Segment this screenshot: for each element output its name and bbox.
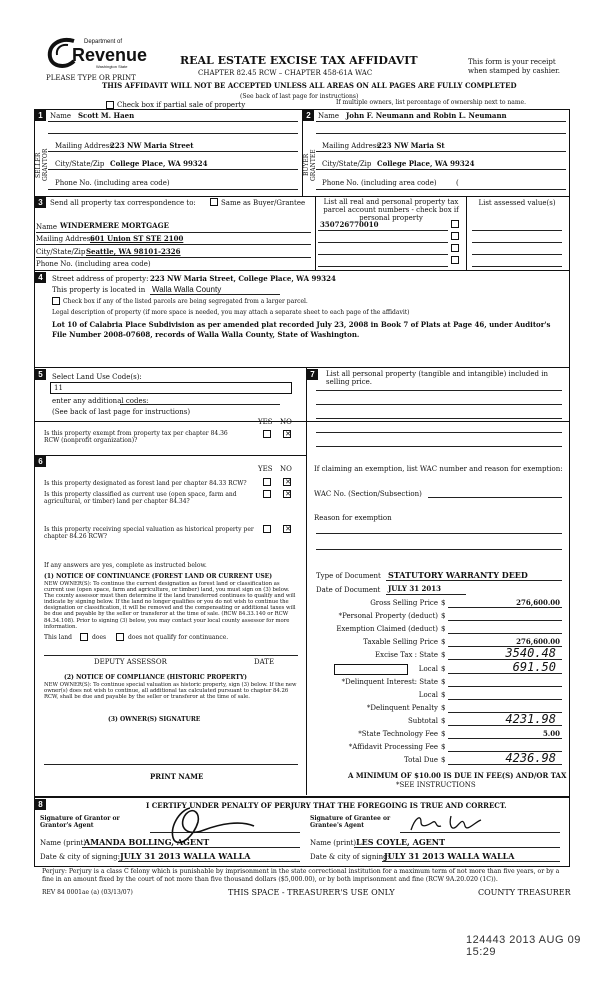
divider [354, 847, 560, 848]
grantee-name: LES COYLE, AGENT [356, 837, 446, 847]
tax-row-value: 276,600.00 [516, 598, 560, 607]
doc-date: JULY 31 2013 [388, 584, 441, 593]
divider [48, 121, 298, 122]
perjury-notice: Perjury: Perjury is a class C felony which is punishable by imprisonment in the state correctional institution for a maximum term of not more than five years, or by a fine in an amount fixed by the court of not more than five thousand dollars ($5,000.00), or by both imprisonment and fine (RCW 9A.20.020 (1C)). [42, 868, 560, 883]
section-2-number: 2 [303, 110, 314, 121]
divider [44, 655, 298, 656]
send-correspondence-label: Send all property tax correspondence to: [50, 199, 196, 207]
land-does-checkbox[interactable] [80, 633, 88, 641]
buyer-grantee-label: BUYER GRANTEE [303, 149, 317, 181]
receipt-note-1: This form is your receipt [468, 58, 556, 66]
tax-row-label: *Affidavit Processing Fee [348, 743, 438, 751]
section-4-number: 4 [35, 272, 46, 283]
buyer-name: John F. Neumann and Robin L. Neumann [346, 111, 507, 120]
land-use-label: Select Land Use Code(s): [52, 373, 142, 381]
same-as-buyer-label: Same as Buyer/Grantee [221, 199, 306, 207]
divider [316, 549, 562, 550]
land-does-not-checkbox[interactable] [116, 633, 124, 641]
section-1-number: 1 [35, 110, 46, 121]
buyer-city: College Place, WA 99324 [377, 159, 475, 168]
treasurer-use-only: THIS SPACE - TREASURER'S USE ONLY [228, 888, 395, 897]
tax-row-label: Subtotal [407, 717, 438, 725]
notice2-body: NEW OWNER(S): To continue special valuation as historic property, sign (3) below. If the new owner(s) does not wish to continue, all additional tax calculated pursuant to chapter 84.26 RCW, shall be due and payable by the seller or transferor at the time of sale. [44, 682, 297, 701]
doc-date-label: Date of Document [316, 586, 381, 594]
receipt-stamp: 124443 2013 AUG 09 15:29 [466, 934, 581, 958]
doc-type: STATUTORY WARRANTY DEED [388, 570, 528, 580]
tax-row-line [448, 738, 562, 739]
wac-label: WAC No. (Section/Subsection) [314, 490, 422, 498]
divider [34, 270, 569, 271]
divider [48, 151, 298, 152]
divider [44, 764, 298, 765]
tax-row-currency: $ [441, 691, 446, 699]
deputy-assessor-label: DEPUTY ASSESSOR [94, 658, 167, 666]
divider [315, 196, 316, 270]
current-use-question: Is this property classified as current use (open space, farm and agricultural, or timber) land per chapter 84.34? [44, 491, 237, 505]
assessor-date-label: DATE [254, 658, 275, 666]
tax-row-line [448, 686, 562, 687]
grantor-date-label: Date & city of signing: [40, 853, 121, 861]
tax-row-line [448, 607, 562, 608]
grantor-name: AMANDA BOLLING, AGENT [84, 837, 210, 847]
tax-row-currency: $ [441, 730, 446, 738]
land-use-see-back: (See back of last page for instructions) [52, 408, 191, 416]
tax-row-value: 4236.98 [505, 751, 556, 765]
divider [36, 232, 311, 233]
tax-row-label: Local [418, 691, 438, 699]
divider [36, 257, 311, 258]
tax-row-label: *Delinquent Interest: State [341, 678, 438, 686]
land-use-code: 11 [54, 384, 63, 392]
personal-property-checkbox-3[interactable] [451, 244, 459, 252]
divider [318, 254, 448, 255]
logo-state: Washington State [96, 64, 128, 69]
logo-dept: Department of [84, 39, 123, 45]
divider [318, 242, 448, 243]
this-land-label: This land [44, 634, 72, 641]
personal-property-checkbox-2[interactable] [451, 232, 459, 240]
receipt-note-2: when stamped by cashier. [468, 67, 560, 75]
seller-phone-label: Phone No. (including area code) [55, 179, 170, 187]
historic-no-checkbox[interactable] [283, 525, 291, 533]
tax-row-currency: $ [441, 638, 446, 646]
seller-city: College Place, WA 99324 [110, 159, 208, 168]
tax-row-currency: $ [441, 651, 446, 659]
tax-row-label: Gross Selling Price [370, 599, 438, 607]
grantee-signature-label: Signature of Grantee or Grantee's Agent [310, 815, 391, 829]
grantee-date-city: JULY 31 2013 WALLA WALLA [384, 851, 515, 861]
tax-row-value: 3540.48 [505, 646, 556, 660]
land-does-label: does [92, 634, 107, 641]
tax-row-line [448, 620, 562, 621]
divider [472, 254, 562, 255]
please-type: PLEASE TYPE OR PRINT [46, 74, 136, 82]
tax-row-currency: $ [441, 612, 446, 620]
divider [318, 230, 448, 231]
exempt-question: Is this property exempt from property tax per chapter 84.36 RCW (nonprofit organization)? [44, 430, 228, 444]
current-use-yes-checkbox[interactable] [263, 490, 271, 498]
minimum-note: A MINIMUM OF $10.00 IS DUE IN FEE(S) AND/OR TAX [348, 771, 567, 780]
buyer-name-label: Name [318, 112, 340, 120]
tax-row-value: 691.50 [512, 660, 556, 674]
tax-row-label: Taxable Selling Price [363, 638, 438, 646]
tax-row-currency: $ [441, 704, 446, 712]
form-title: REAL ESTATE EXCISE TAX AFFIDAVIT [180, 54, 418, 67]
divider [306, 367, 307, 795]
corr-city: Seattle, WA 98101-2326 [86, 247, 181, 256]
corr-name: WINDERMERE MORTGAGE [60, 221, 169, 230]
exempt-yes-checkbox[interactable] [263, 430, 271, 438]
divider [118, 861, 300, 862]
if-yes-note: If any answers are yes, complete as instructed below. [44, 562, 207, 569]
segregated-checkbox[interactable] [52, 297, 60, 305]
divider [316, 404, 562, 405]
divider [316, 418, 562, 419]
divider [466, 196, 467, 270]
form-revision: REV 84 0001ae (a) (03/13/07) [42, 889, 133, 896]
form-chapter: CHAPTER 82.45 RCW – CHAPTER 458-61A WAC [198, 69, 373, 77]
tax-row-value: 276,600.00 [516, 637, 560, 646]
legal-description: Lot 10 of Calabria Place Subdivision as per amended plat recorded July 23, 2008 in Book 7 of Plats at Page 46, under Auditor's File Number 2008-07608, records of Walla Walla County, State of Washington. [52, 320, 551, 339]
divider [316, 133, 566, 134]
divider [386, 594, 466, 595]
divider [150, 294, 280, 295]
personal-property-checkbox-4[interactable] [451, 256, 459, 264]
buyer-phone-label: Phone No. (including area code) [322, 179, 437, 187]
tax-row-label: *Delinquent Penalty [366, 704, 438, 712]
tax-row-currency: $ [441, 717, 446, 725]
partial-sale-checkbox[interactable] [106, 101, 114, 109]
divider [316, 169, 566, 170]
tax-row-value: 4231.98 [505, 712, 556, 726]
divider [316, 390, 562, 391]
logo [44, 33, 148, 75]
divider [36, 244, 311, 245]
notice1-title: (1) NOTICE OF CONTINUANCE (FOREST LAND OR CURRENT USE) [44, 573, 273, 580]
divider [316, 121, 566, 122]
legal-label: Legal description of property (if more space is needed, you may attach a separate sheet to each page of the affidavit) [52, 309, 410, 316]
seller-grantor-label: SELLER GRANTOR [35, 148, 49, 182]
divider [316, 533, 562, 534]
current-use-no-checkbox[interactable] [283, 490, 291, 498]
section-3-number: 3 [35, 197, 46, 208]
tax-row-label: Local [418, 665, 438, 673]
notice1-body: NEW OWNER(S): To continue the current designation as forest land or classification as current use (open space, farm and agriculture, or timber) land, you must sign on (3) below. The county assessor must then determine if the land transferred continues to qualify and will indicate by signing below. If the land no longer qualifies or you do not wish to continue the designation or classification, it will be removed and the compensating or additional taxes will be due and payable by the seller or transferor at the time of sale. (RCW 84.33.140 or RCW 84.34.108). Prior to signing (3) below, you may contact your local county assessor for more information. [44, 581, 296, 630]
divider [472, 242, 562, 243]
located-label: This property is located in [52, 286, 146, 294]
seller-mail: 223 NW Maria Street [110, 141, 194, 150]
notice2-title: (2) NOTICE OF COMPLIANCE (HISTORIC PROPERTY) [64, 674, 247, 681]
divider [82, 847, 300, 848]
sec6-yes-header: YES [258, 465, 273, 473]
buyer-phone: ( [456, 179, 459, 187]
historic-yes-checkbox[interactable] [263, 525, 271, 533]
sec5-no-header: NO [280, 418, 292, 426]
see-instructions: *SEE INSTRUCTIONS [396, 781, 476, 789]
partial-sale-label: Check box if partial sale of property [117, 101, 246, 109]
personal-property-label: List all personal property (tangible and intangible) included in selling price. [326, 370, 549, 386]
section-7-number: 7 [307, 369, 318, 380]
parcel-number-1: 350726770010 [320, 220, 379, 229]
warning-text: THIS AFFIDAVIT WILL NOT BE ACCEPTED UNLESS ALL AREAS ON ALL PAGES ARE FULLY COMPLETED [102, 81, 517, 90]
grantee-signature [405, 810, 495, 836]
multiple-owners-note: If multiple owners, list percentage of ownership next to name. [336, 99, 527, 106]
logo-name: Revenue [72, 45, 148, 65]
divider [48, 169, 298, 170]
seller-name: Scott M. Haen [78, 111, 135, 120]
corr-name-label: Name [36, 223, 58, 231]
buyer-mail: 223 NW Maria St [377, 141, 445, 150]
tax-row-currency: $ [441, 678, 446, 686]
grantee-name-label: Name (print) [310, 839, 357, 847]
tax-row-currency: $ [441, 743, 446, 751]
certify-statement: I CERTIFY UNDER PENALTY OF PERJURY THAT THE FOREGOING IS TRUE AND CORRECT. [146, 801, 507, 810]
tax-row-line [448, 699, 562, 700]
tax-row-label: Exemption Claimed (deduct) [336, 625, 438, 633]
tax-row-currency: $ [441, 665, 446, 673]
tax-row-line [448, 633, 562, 634]
forest-yes-checkbox[interactable] [263, 478, 271, 486]
local-code-box[interactable] [334, 664, 408, 675]
divider [428, 497, 562, 498]
divider [472, 266, 562, 267]
divider [316, 189, 566, 190]
reason-label: Reason for exemption [314, 514, 392, 522]
forest-no-checkbox[interactable] [283, 478, 291, 486]
historic-question: Is this property receiving special valuation as historical property per chapter 84.26 RCW? [44, 526, 254, 540]
land-does-not-label: does not qualify for continuance. [128, 634, 229, 641]
divider [472, 230, 562, 231]
tax-row-currency: $ [441, 756, 446, 764]
sec6-no-header: NO [280, 465, 292, 473]
section-8-number: 8 [35, 799, 46, 810]
buyer-mail-label: Mailing Address [322, 142, 380, 150]
divider [386, 580, 562, 581]
divider [318, 266, 448, 267]
segregated-label: Check box if any of the listed parcels are being segregated from a larger parcel. [63, 298, 308, 305]
tax-row-currency: $ [441, 599, 446, 607]
print-name-label: PRINT NAME [150, 772, 204, 781]
divider [316, 432, 562, 433]
tax-row-currency: $ [441, 625, 446, 633]
divider [382, 861, 560, 862]
corr-city-label: City/State/Zip [36, 248, 86, 256]
divider [34, 196, 569, 197]
tax-row-label: Excise Tax : State [375, 651, 438, 659]
corr-mail-label: Mailing Address [36, 235, 94, 243]
see-back-note: (See back of last page for instructions) [240, 93, 359, 100]
section-5-number: 5 [35, 369, 46, 380]
street-address: 223 NW Maria Street, College Place, WA 99324 [150, 274, 336, 283]
grantor-signature-label: Signature of Grantor or Grantor's Agent [40, 815, 120, 829]
divider [120, 404, 280, 405]
grantee-date-label: Date & city of signing: [310, 853, 391, 861]
personal-property-checkbox-1[interactable] [451, 220, 459, 228]
same-as-buyer-checkbox[interactable] [210, 198, 218, 206]
tax-row-label: Total Due [403, 756, 438, 764]
located-county: Walla Walla County [152, 285, 222, 294]
grantee-signature-icon [405, 810, 495, 836]
divider [316, 446, 562, 447]
county-treasurer-label: COUNTY TREASURER [478, 888, 571, 897]
exemption-label: If claiming an exemption, list WAC number and reason for exemption: [314, 465, 563, 473]
corr-mail: 601 Union ST STE 2100 [90, 234, 184, 243]
buyer-city-label: City/State/Zip [322, 160, 372, 168]
divider [34, 455, 306, 456]
divider [48, 133, 298, 134]
forest-question: Is this property designated as forest land per chapter 84.33 RCW? [44, 480, 247, 487]
exempt-no-checkbox[interactable] [283, 430, 291, 438]
grantor-date-city: JULY 31 2013 WALLA WALLA [120, 851, 251, 861]
divider [316, 151, 566, 152]
seller-city-label: City/State/Zip [55, 160, 105, 168]
grantor-name-label: Name (print) [40, 839, 87, 847]
sec5-yes-header: YES [258, 418, 273, 426]
section-6-number: 6 [35, 456, 46, 467]
tax-row-value: 5.00 [542, 729, 560, 738]
seller-mail-label: Mailing Address [55, 142, 113, 150]
tax-row-label: *Personal Property (deduct) [338, 612, 438, 620]
assessed-header: List assessed value(s) [478, 199, 556, 207]
additional-codes-label: enter any additional codes: [52, 397, 149, 405]
doc-type-label: Type of Document [316, 572, 381, 580]
seller-name-label: Name [50, 112, 72, 120]
street-label: Street address of property: [52, 275, 149, 283]
tax-row-label: *State Technology Fee [358, 730, 438, 738]
parcel-header: List all real and personal property tax parcel account numbers - check box if personal property [323, 198, 459, 222]
owner-signature-label: (3) OWNER(S) SIGNATURE [108, 716, 201, 723]
corr-phone-label: Phone No. (including area code) [36, 260, 151, 268]
divider [48, 189, 298, 190]
land-use-input[interactable] [50, 382, 292, 394]
